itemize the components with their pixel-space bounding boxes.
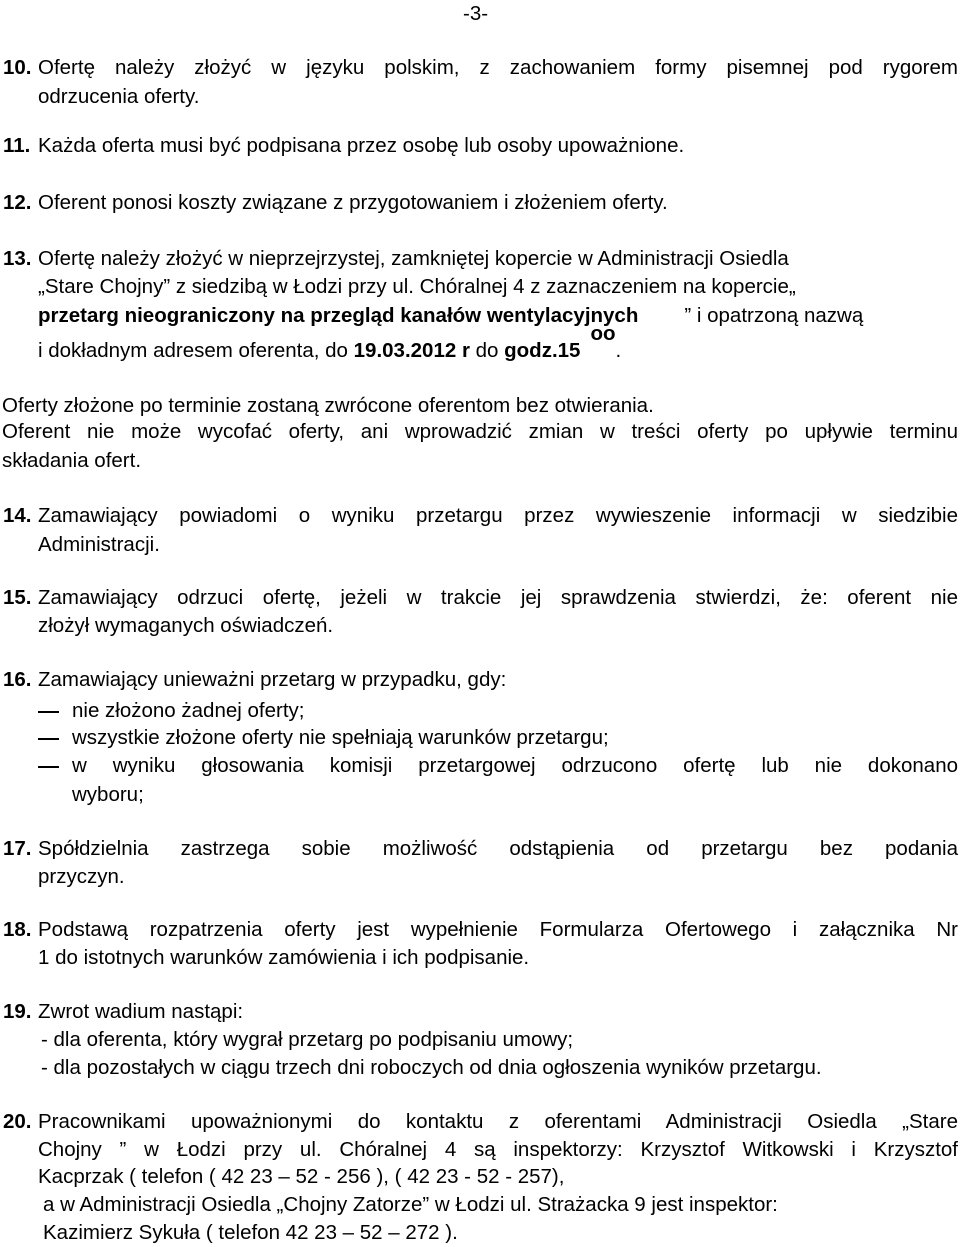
deadline-text: i dokładnym adresem oferenta, do [38, 339, 354, 362]
section-text-rest: ” i opatrzoną nazwą [684, 304, 864, 327]
deadline-date: 19.03.2012 r [353, 339, 470, 362]
section-note: składania ofert. [2, 449, 142, 472]
section-text: Zamawiający odrzuci ofertę, jeżeli w trakcie jej sprawdzenia stwierdzi, że: oferent nie [38, 586, 958, 609]
page-number: -3- [463, 2, 489, 25]
section-text: złożył wymaganych oświadczeń. [38, 614, 334, 637]
section-text: Spółdzielnia zastrzega sobie możliwość odstąpienia od przetargu bez podania [38, 837, 958, 860]
list-item: w wyniku głosowania komisji przetargowej odrzucono ofertę lub nie dokonano [72, 754, 958, 777]
section-text: Podstawą rozpatrzenia oferty jest wypełnienie Formularza Ofertowego i załącznika Nr [38, 918, 958, 941]
section-note: Oferty złożone po terminie zostaną zwrócone oferentom bez otwierania. [2, 394, 654, 417]
section-text: Pracownikami upoważnionymi do kontaktu z oferentami Administracji Osiedla „Stare [38, 1110, 958, 1133]
section-number: 16. [3, 668, 32, 691]
deadline-text: do [469, 339, 505, 362]
section-text: Administracji. [38, 533, 160, 556]
deadline-end: . [615, 339, 622, 362]
section-text [38, 306, 863, 327]
section-number: 15. [3, 586, 32, 609]
section-number: 14. [3, 504, 32, 527]
section-text: Zamawiający powiadomi o wyniku przetargu przez wywieszenie informacji w siedzibie [38, 504, 958, 527]
section-number: 17. [3, 837, 32, 860]
dash-bullet [38, 738, 59, 740]
section-number: 18. [3, 918, 32, 941]
section-text: „Stare Chojny” z siedzibą w Łodzi przy ul. Chóralnej 4 z zaznaczeniem na kopercie„ [38, 275, 796, 298]
section-number: 11. [3, 134, 31, 157]
list-item: wyboru; [72, 783, 144, 806]
list-item: wszystkie złożone oferty nie spełniają warunków przetargu; [72, 726, 609, 749]
section-number: 19. [3, 1000, 32, 1023]
deadline-line [38, 322, 622, 362]
section-number: 10. [3, 56, 32, 79]
deadline-time-sup: oo [590, 322, 616, 345]
section-text: a w Administracji Osiedla „Chojny Zatorze” w Łodzi ul. Strażacka 9 jest inspektor: [43, 1193, 778, 1216]
section-text: Ofertę należy złożyć w nieprzejrzystej, zamkniętej kopercie w Administracji Osiedla [38, 247, 789, 270]
section-text: Oferent ponosi koszty związane z przygotowaniem i złożeniem oferty. [38, 191, 668, 214]
section-text: Każda oferta musi być podpisana przez osobę lub osoby upoważnione. [38, 134, 685, 157]
dash-bullet [38, 766, 59, 768]
section-text: Zwrot wadium nastąpi: [38, 1000, 244, 1023]
section-text: Ofertę należy złożyć w języku polskim, z zachowaniem formy pisemnej pod rygorem [38, 56, 958, 79]
section-text: 1 do istotnych warunków zamówienia i ich podpisanie. [38, 946, 530, 969]
section-number: 20. [3, 1110, 32, 1133]
section-note: Oferent nie może wycofać oferty, ani wprowadzić zmian w treści oferty po upływie terminu [2, 420, 958, 443]
section-text: - dla oferenta, który wygrał przetarg po podpisaniu umowy; [41, 1028, 574, 1051]
section-text: Chojny ” w Łodzi przy ul. Chóralnej 4 są inspektorzy: Krzysztof Witkowski i Krzysztof [38, 1138, 958, 1161]
section-text: Kazimierz Sykuła ( telefon 42 23 – 52 – 272 ). [43, 1221, 458, 1244]
list-item: nie złożono żadnej oferty; [72, 699, 305, 722]
dash-bullet [38, 711, 59, 713]
section-number: 12. [3, 191, 32, 214]
section-text: Kacprzak ( telefon ( 42 23 – 52 - 256 ), ( 42 23 - 52 - 257), [38, 1165, 565, 1188]
section-text: przyczyn. [38, 865, 125, 888]
deadline-time: godz.15 [504, 339, 581, 362]
section-number: 13. [3, 247, 32, 270]
section-text: odrzucenia oferty. [38, 85, 200, 108]
section-text: Zamawiający unieważni przetarg w przypadku, gdy: [38, 668, 507, 691]
section-text: - dla pozostałych w ciągu trzech dni roboczych od dnia ogłoszenia wyników przetargu. [41, 1056, 822, 1079]
tender-name: przetarg nieograniczony na przegląd kanałów wentylacyjnych [38, 304, 639, 327]
